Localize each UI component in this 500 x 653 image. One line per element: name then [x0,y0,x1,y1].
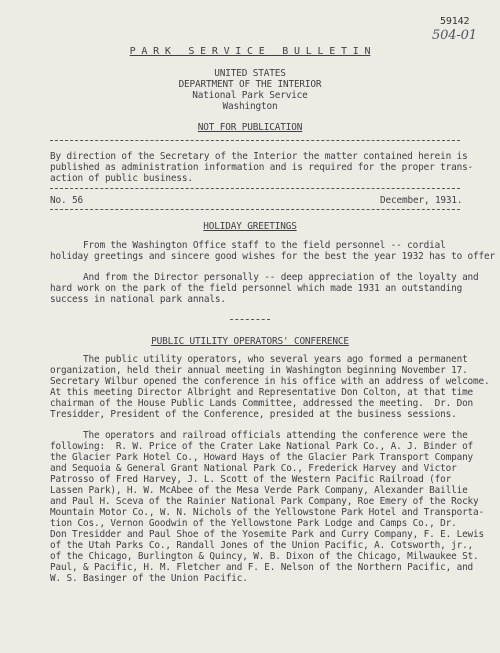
agency-line-3: National Park Service [192,90,308,101]
conference-para2-line-5: Patrosso of Fred Harvey, J. L. Scott of the Western Pacific Railroad (for [50,474,452,485]
conference-para1-line-2: organization, held their annual meeting in Washington beginning November 17. [50,365,468,376]
conference-para2-line-8: Mountain Motor Co., W. N. Nichols of the Yellowstone Park Hotel and Transporta- [50,507,485,518]
conference-para2-line-13: Paul, & Pacific, H. M. Fletcher and F. E. Nelson of the Northern Pacific, and [50,562,474,573]
direction-line-3: action of public business. [50,173,193,184]
issue-date: December, 1931. [380,195,463,206]
agency-line-4: Washington [222,101,278,112]
holiday-para2-line-1: And from the Director personally -- deep appreciation of the loyalty and [50,272,479,283]
section-heading-holiday: HOLIDAY GREETINGS [203,221,297,232]
conference-para2-line-12: of the Chicago, Burlington & Quincy, W. B. Dixon of the Chicago, Milwaukee St. [50,551,479,562]
conference-para1-line-4: At this meeting Director Albright and Representative Don Colton, at that time [50,387,474,398]
holiday-para2-line-2: hard work on the park of the field personnel which made 1931 an outstanding [50,283,463,294]
divider [50,140,460,141]
agency-line-2: DEPARTMENT OF THE INTERIOR [178,79,322,90]
conference-para1-line-6: Tresidder, President of the Conference, presided at the business sessions. [50,409,457,420]
direction-line-1: By direction of the Secretary of the Interior the matter contained herein is [50,151,468,162]
conference-para2-line-11: of the Utah Parks Co., Randall Jones of the Union Pacific, A. Cotsworth, jr., [50,540,474,551]
agency-line-1: UNITED STATES [214,68,286,79]
conference-para1-line-5: chairman of the House Public Lands Committee, addressed the meeting. Dr. Don [50,398,474,409]
conference-para2-line-1: The operators and railroad officials attending the conference were the [50,430,468,441]
conference-para2-line-7: and Paul H. Sceva of the Rainier National Park Company, Roe Emery of the Rocky [50,496,479,507]
holiday-para2-line-3: success in national park annals. [50,294,226,305]
conference-para2-line-4: and Sequoia & General Grant National Park Co., Frederick Harvey and Victor [50,463,457,474]
divider [50,209,460,210]
short-divider [230,319,270,320]
not-for-publication: NOT FOR PUBLICATION [197,122,303,133]
direction-line-2: published as administration information and is required for the proper trans- [50,162,474,173]
divider [50,188,460,189]
conference-para2-line-6: Lassen Park), H. W. McAbee of the Mesa Verde Park Company, Alexander Baillie [50,485,468,496]
conference-para2-line-10: Don Tresidder and Paul Shoe of the Yosemite Park and Curry Company, F. E. Lewis [50,529,485,540]
handwritten-note: 504-01 [432,28,477,43]
section-heading-conference: PUBLIC UTILITY OPERATORS' CONFERENCE [151,336,349,347]
conference-para1-line-1: The public utility operators, who several years ago formed a permanent [50,354,468,365]
bulletin-title: P A R K S E R V I C E B U L L E T I N [129,46,371,57]
document-number: 59142 [440,16,470,27]
conference-para2-line-14: W. S. Basinger of the Union Pacific. [50,573,248,584]
conference-para2-line-9: tion Cos., Vernon Goodwin of the Yellowstone Park Lodge and Camps Co., Dr. [50,518,457,529]
conference-para2-line-3: the Glacier Park Hotel Co., Howard Hays of the Glacier Park Transport Company [50,452,474,463]
holiday-para1-line-2: holiday greetings and sincere good wishes for the best the year 1932 has to offer [50,251,496,262]
conference-para2-line-2: following: R. W. Price of the Crater Lake National Park Co., A. J. Binder of [50,441,474,452]
issue-number: No. 56 [50,195,83,206]
holiday-para1-line-1: From the Washington Office staff to the field personnel -- cordial [50,240,446,251]
conference-para1-line-3: Secretary Wilbur opened the conference in his office with an address of welcome. [50,376,490,387]
